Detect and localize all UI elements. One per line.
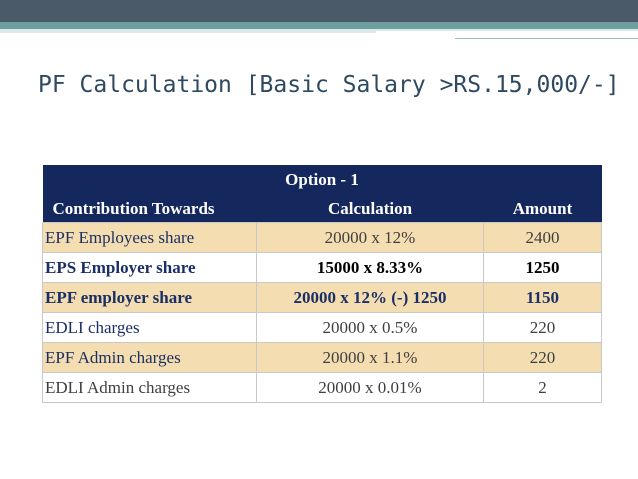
column-header-calculation: Calculation <box>257 195 484 223</box>
row-calculation: 20000 x 1.1% <box>257 343 484 373</box>
row-label: EPF Employees share <box>43 223 257 253</box>
column-header-amount: Amount <box>484 195 602 223</box>
banner-accent-line-2 <box>455 38 638 39</box>
row-label: EPS Employer share <box>43 253 257 283</box>
row-amount: 2400 <box>484 223 602 253</box>
row-calculation: 15000 x 8.33% <box>257 253 484 283</box>
slide-title: PF Calculation [Basic Salary >RS.15,000/-] <box>38 72 620 98</box>
column-header-contribution: Contribution Towards <box>43 195 257 223</box>
table-row <box>43 343 602 373</box>
row-label: EDLI Admin charges <box>43 373 257 403</box>
banner-accent-line <box>376 31 638 33</box>
row-amount: 1150 <box>484 283 602 313</box>
option-header: Option - 1 <box>43 165 602 195</box>
table-row <box>43 373 602 403</box>
pf-calculation-table <box>42 165 602 403</box>
row-amount: 220 <box>484 313 602 343</box>
row-label: EPF employer share <box>43 283 257 313</box>
row-calculation: 20000 x 0.5% <box>257 313 484 343</box>
row-calculation: 20000 x 0.01% <box>257 373 484 403</box>
row-amount: 2 <box>484 373 602 403</box>
column-header-row <box>43 195 602 223</box>
row-calculation: 20000 x 12% <box>257 223 484 253</box>
row-label: EPF Admin charges <box>43 343 257 373</box>
table-row <box>43 313 602 343</box>
row-amount: 220 <box>484 343 602 373</box>
top-banner-teal <box>0 22 638 29</box>
row-calculation: 20000 x 12% (-) 1250 <box>257 283 484 313</box>
top-banner-dark <box>0 0 638 22</box>
row-label: EDLI charges <box>43 313 257 343</box>
table-row <box>43 223 602 253</box>
table-row <box>43 253 602 283</box>
row-amount: 1250 <box>484 253 602 283</box>
table-row <box>43 283 602 313</box>
